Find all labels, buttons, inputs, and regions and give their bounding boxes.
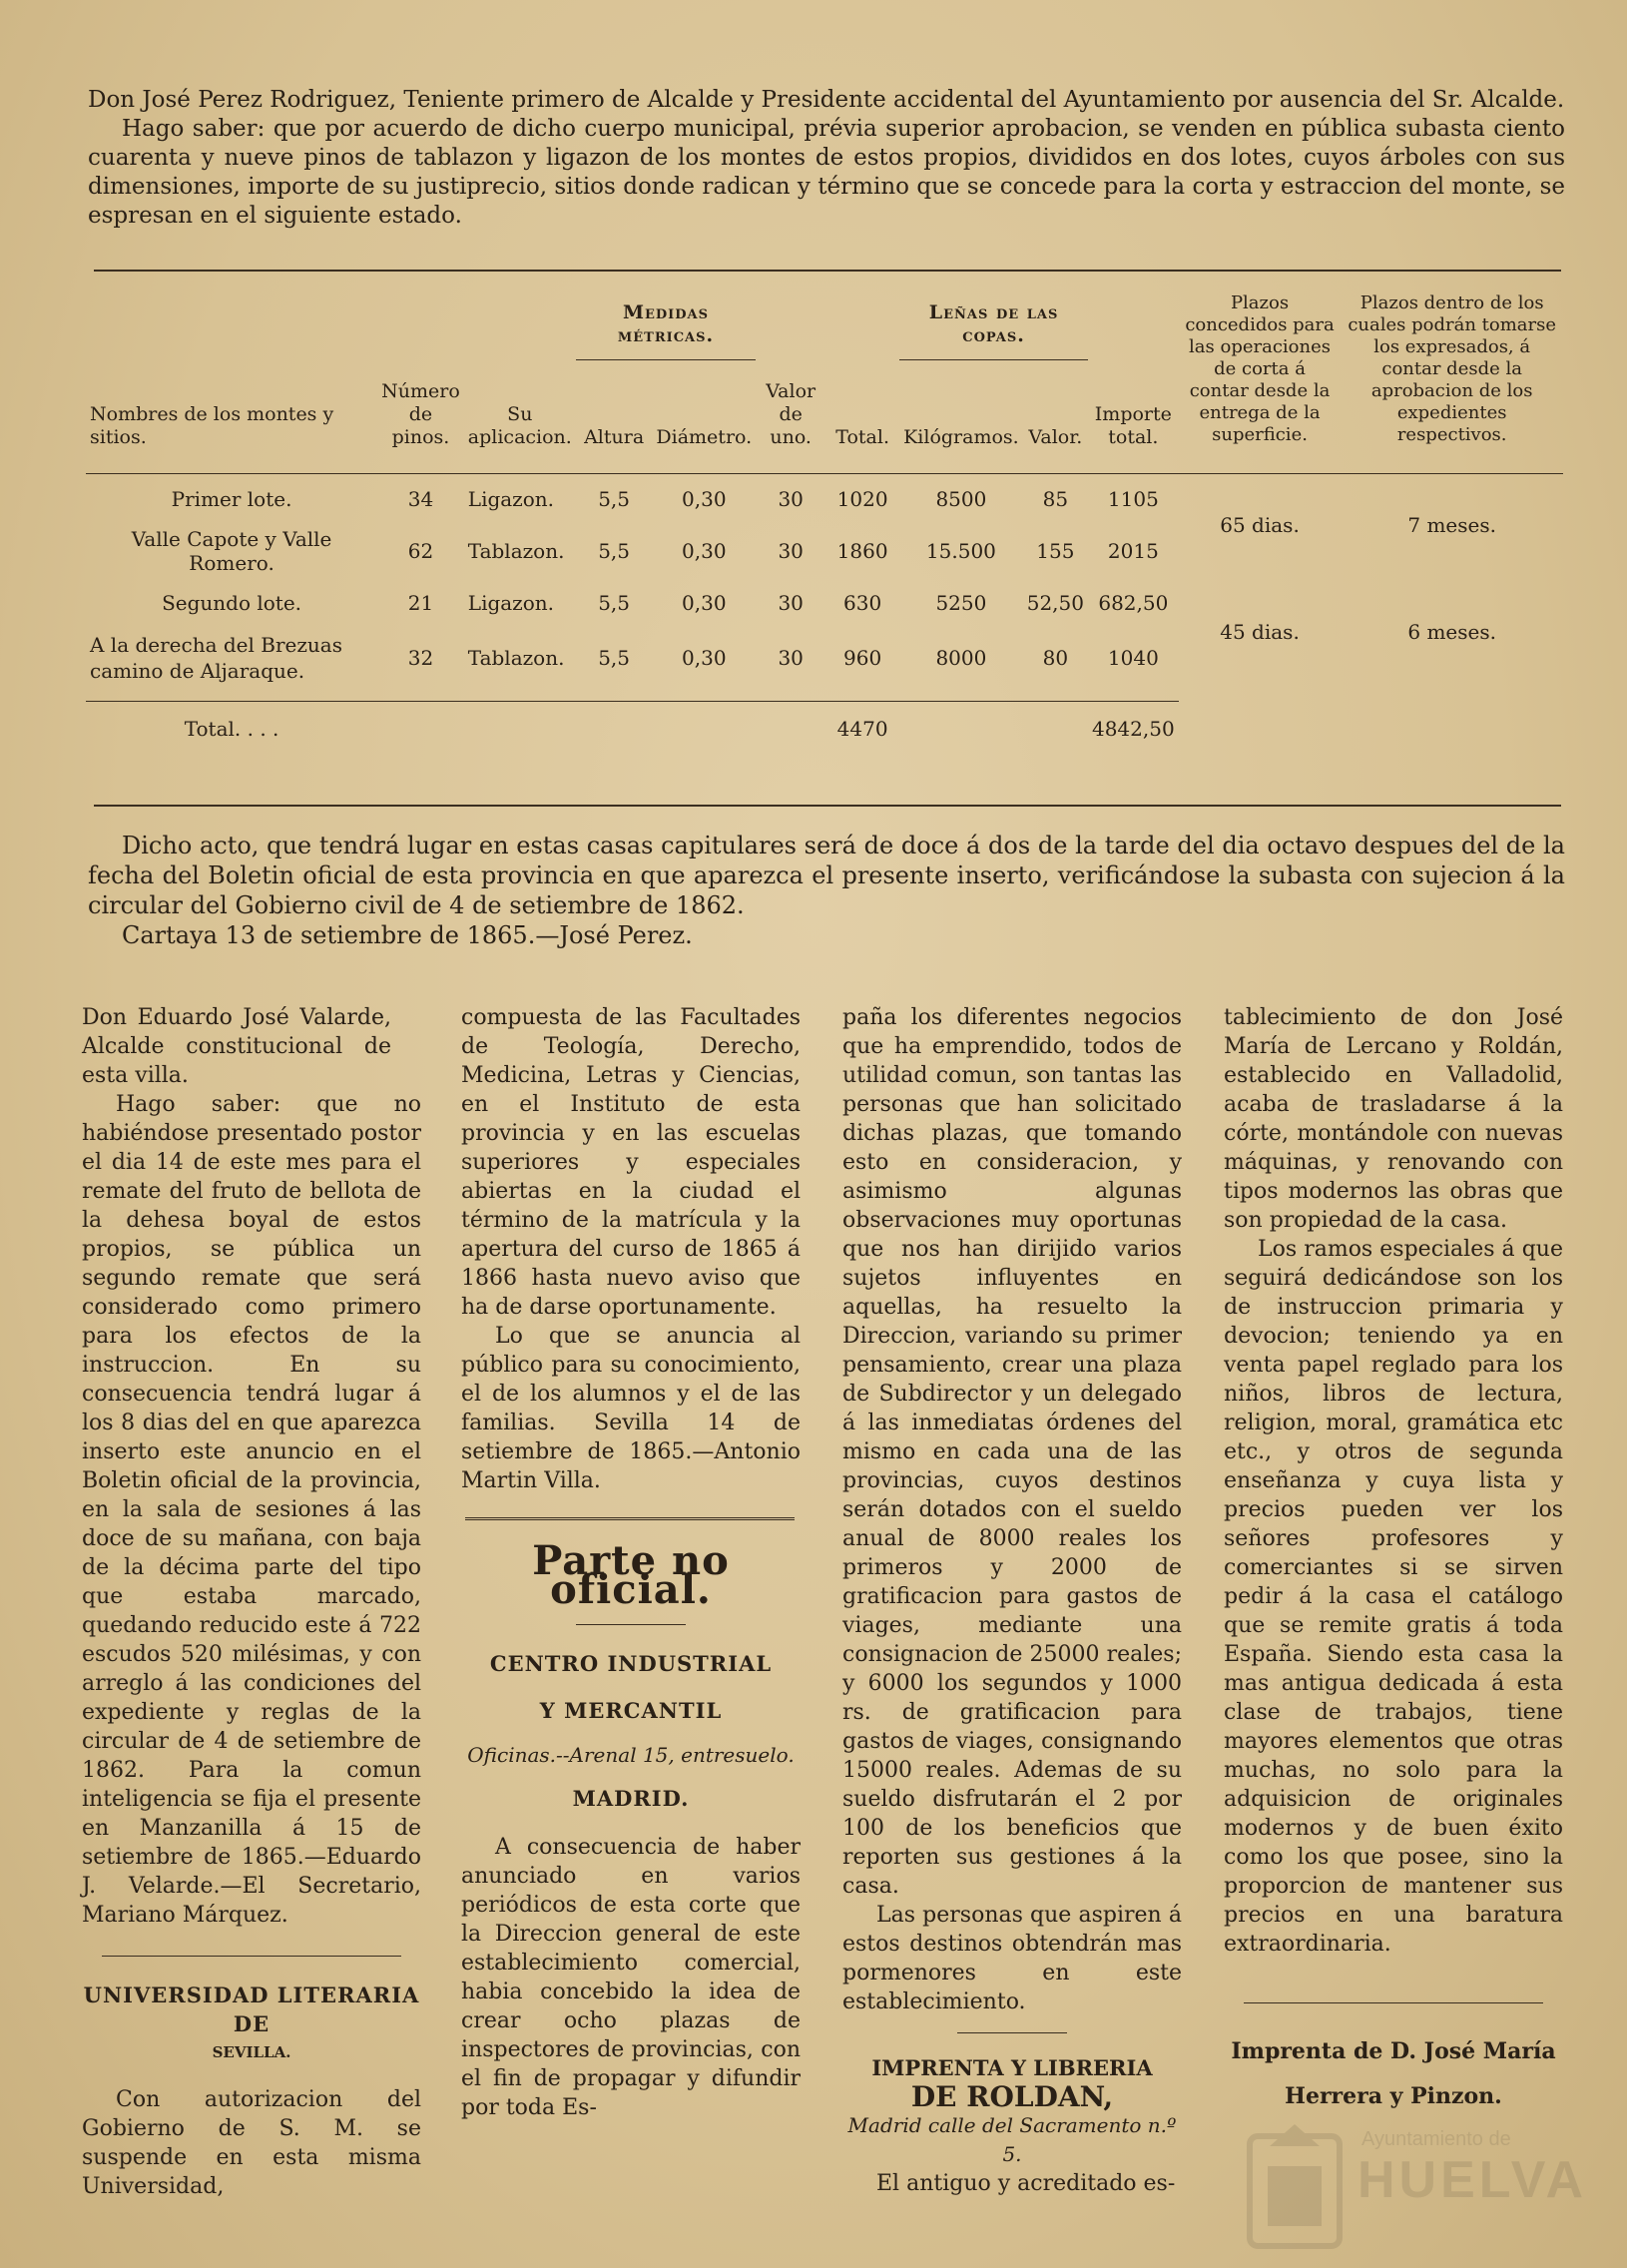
centro-subtitle: Y MERCANTIL xyxy=(539,1698,723,1723)
row-total: 1860 xyxy=(836,539,888,563)
col2-divider xyxy=(465,1517,795,1520)
column-1 xyxy=(82,1003,421,2201)
header-total: Total. xyxy=(835,426,889,448)
imprenta-title: IMPRENTA Y LIBRERIA xyxy=(871,2055,1153,2080)
table-total-row xyxy=(86,701,1563,757)
row-name: Primer lote. xyxy=(171,487,292,512)
row-total: 1020 xyxy=(836,487,888,512)
header-plazos-dentro: Plazos dentro de los cuales podrán tomarse los expresados, á contar desde la aprobacion de los expedientes respectivos. xyxy=(1348,292,1557,445)
col4-divider xyxy=(1244,2002,1543,2003)
col3-imprenta-notice: El antiguo y acreditado es- xyxy=(876,2171,1176,2196)
column-2 xyxy=(461,1003,801,2122)
row-importe: 2015 xyxy=(1107,539,1159,563)
row-valor: 85 xyxy=(1042,487,1069,512)
col4-continuation: tablecimiento de don José María de Lercano y Roldán, establecido en Valladolid, acaba de trasladarse á la córte, montándole con nuevas máquinas, y renovando con tipos modernos las obras que son propiedad de la casa. xyxy=(1224,1005,1563,1233)
col1-notice: Hago saber: que no habiéndose presentado postor el dia 14 de este mes para el remate del fruto de bellota de la dehesa boyal de estos propios, se pública un segundo remate que será considerado como primero para los efectos de la instruccion. En su consecuencia tendrá lugar á los 8 dias del en que aparezca inserto este anuncio en el Boletin oficial de la provincia, en la sala de sesiones á las doce de su mañana, con baja de la décima parte del tipo que estaba marcado, quedando reducido este á 722 escudos 520 milésimas, y con arreglo á las condiciones del expediente y reglas de la circular de 4 de setiembre de 1862. Para la comun inteligencia se fija el presente en Manzanilla á 15 de setiembre de 1865.—Eduardo J. Velarde.—El Secretario, Mariano Márquez. xyxy=(82,1092,421,1928)
table-bottom-rule xyxy=(94,805,1561,807)
archive-watermark xyxy=(1240,2106,1588,2256)
row-aplicacion: Ligazon. xyxy=(467,487,555,512)
row-altura: 5,5 xyxy=(598,487,631,512)
col1-univ-notice: Con autorizacion del Gobierno de S. M. se suspende en esta misma Universidad, xyxy=(82,2087,421,2199)
row-aplicacion: Ligazon. xyxy=(467,591,555,615)
row-importe: 1040 xyxy=(1107,646,1159,670)
row-pinos: 34 xyxy=(407,487,434,512)
lote1-plazo: 7 meses. xyxy=(1407,513,1496,538)
row-valor: 155 xyxy=(1036,539,1075,563)
row-kg: 5250 xyxy=(935,591,987,615)
row-altura: 5,5 xyxy=(598,591,631,615)
header-valor-uno: Valor de uno. xyxy=(766,380,816,448)
closing-block xyxy=(88,831,1565,950)
header-valor: Valor. xyxy=(1028,426,1083,448)
row-valor-uno: 30 xyxy=(778,646,804,670)
header-lenas: Leñas de las copas. xyxy=(899,289,1088,359)
coat-of-arms-icon xyxy=(1240,2106,1350,2256)
col2-announcement: Lo que se anuncia al público para su conocimiento, el de los alumnos y el de las familias. Sevilla 14 de setiembre de 1865.—Antonio Martin Villa. xyxy=(461,1324,801,1493)
row-importe: 682,50 xyxy=(1098,591,1169,615)
header-importe: Importe total. xyxy=(1094,403,1172,448)
total-sum: 4470 xyxy=(836,717,888,742)
row-aplicacion: Tablazon. xyxy=(467,646,565,670)
imprenta-address: Madrid calle del Sacramento n.º 5. xyxy=(847,2113,1177,2166)
col1-heading: Don Eduardo José Valarde, Alcalde constitucional de esta villa. xyxy=(82,1005,391,1088)
univ-title: UNIVERSIDAD LITERARIA DE xyxy=(83,1983,420,2036)
row-name: A la derecha del Brezuas camino de Aljaraque. xyxy=(90,633,342,683)
univ-subtitle: SEVILLA. xyxy=(212,2043,291,2061)
imprenta-name: DE ROLDAN, xyxy=(910,2080,1114,2113)
total-importe: 4842,50 xyxy=(1091,717,1175,742)
row-diametro: 0,30 xyxy=(682,539,727,563)
row-total: 960 xyxy=(843,646,882,670)
row-valor: 52,50 xyxy=(1026,591,1084,615)
row-name: Segundo lote. xyxy=(162,591,302,615)
printer-line2: Herrera y Pinzon. xyxy=(1285,2083,1502,2109)
row-altura: 5,5 xyxy=(598,539,631,563)
header-plazos-corta: Plazos concedidos para las operaciones de corta á contar desde la entrega de la superficie. xyxy=(1185,292,1335,445)
column-3 xyxy=(842,1003,1182,2198)
watermark-line2: HUELVA xyxy=(1357,2151,1588,2209)
header-aplicacion: Su aplicacion. xyxy=(467,403,572,448)
row-pinos: 21 xyxy=(407,591,434,615)
table-top-rule xyxy=(94,270,1561,272)
watermark-line1: Ayuntamiento de xyxy=(1361,2128,1511,2150)
row-kg: 8500 xyxy=(935,487,987,512)
table-row xyxy=(86,577,1563,629)
col3-persons: Las personas que aspiren á estos destinos obtendrán mas pormenores en este establecimiento. xyxy=(842,1903,1182,2014)
section-short-rule xyxy=(576,1624,686,1625)
row-valor-uno: 30 xyxy=(778,591,804,615)
table-row xyxy=(86,473,1563,525)
col1-divider xyxy=(102,1956,401,1957)
closing-paragraph: Dicho acto, que tendrá lugar en estas casas capitulares será de doce á dos de la tarde del dia octavo despues del de la fecha del Boletin oficial de esta provincia en que aparezca el presente inserto, verificándose la subasta con sujecion á la circular del Gobierno civil de 4 de setiembre de 1862. xyxy=(88,832,1565,919)
row-kg: 8000 xyxy=(935,646,987,670)
centro-address: Oficinas.--Arenal 15, entresuelo. xyxy=(467,1743,795,1767)
header-altura: Altura xyxy=(584,426,645,448)
lote1-corta: 65 dias. xyxy=(1220,513,1300,538)
col3-continuation: paña los diferentes negocios que ha emprendido, todos de utilidad comun, son tantas las personas que han solicitado dichas plazas, que tomando esto en consideracion, y asimismo algunas observaciones muy oportunas que nos han dirijido varios sujetos influyentes en aquellas, ha resuelto la Direccion, variando su primer pensamiento, crear una plaza de Subdirector y un delegado á las inmediatas órdenes del mismo en cada una de las provincias, cuyos destinos serán dotados con el sueldo anual de 8000 reales los primeros y 2000 de gratificacion para gastos de viages, mediante una consignacion de 25000 reales; y 6000 los segundos y 1000 rs. de gratificacion para gastos de viages, consignando 15000 reales. Ademas de su sueldo disfrutarán el 2 por 100 de los beneficios que reporten sus gestiones á la casa. xyxy=(842,1005,1182,1899)
printer-line1: Imprenta de D. José María xyxy=(1231,2038,1556,2064)
row-kg: 15.500 xyxy=(925,539,996,563)
row-valor: 80 xyxy=(1042,646,1069,670)
total-label: Total. . . . xyxy=(184,717,279,742)
intro-heading: Don José Perez Rodriguez, Teniente primero de Alcalde y Presidente accidental del Ayuntamiento por ausencia del Sr. Alcalde. xyxy=(88,87,1565,113)
header-nombres: Nombres de los montes y sitios. xyxy=(90,403,334,448)
row-aplicacion: Tablazon. xyxy=(467,539,565,563)
row-importe: 1105 xyxy=(1107,487,1159,512)
section-title: Parte no oficial. xyxy=(532,1537,730,1613)
timber-lots-table xyxy=(86,289,1563,757)
centro-city: MADRID. xyxy=(572,1786,690,1811)
row-valor-uno: 30 xyxy=(778,539,804,563)
row-diametro: 0,30 xyxy=(682,487,727,512)
row-total: 630 xyxy=(843,591,882,615)
col2-continuation: compuesta de las Facultades de Teología, Derecho, Medicina, Letras y Ciencias, en el Instituto de esta provincia y en las escuelas superiores y especiales abiertas en la ciudad el término de la matrícula y la apertura del curso de 1865 á 1866 hasta nuevo aviso que ha de darse oportunamente. xyxy=(461,1005,801,1320)
header-diametro: Diámetro. xyxy=(656,426,753,448)
row-diametro: 0,30 xyxy=(682,591,727,615)
col4-ramos: Los ramos especiales á que seguirá dedicándose son los de instruccion primaria y devocion; teniendo ya en venta papel reglado para los niños, libros de lectura, religion, moral, gramática etc etc., y otros de segunda enseñanza y cuya lista y precios pueden ver los señores profesores y comerciantes si se sirven pedir á la casa el catálogo que se remite gratis á toda España. Siendo esta casa la mas antigua dedicada á esta clase de trabajos, tiene mayores elementos que otras muchas, no solo para la adquisicion de originales modernos y de buen éxito como los que posee, sino la proporcion de mantener sus precios en una baratura extraordinaria. xyxy=(1224,1237,1563,1957)
lote2-corta: 45 dias. xyxy=(1220,620,1300,644)
centro-title: CENTRO INDUSTRIAL xyxy=(489,1651,773,1676)
row-pinos: 62 xyxy=(407,539,434,563)
row-altura: 5,5 xyxy=(598,646,631,670)
header-numero: Número de pinos. xyxy=(381,380,460,448)
header-medidas: Medidas métricas. xyxy=(576,289,756,359)
row-name: Valle Capote y Valle Romero. xyxy=(131,527,332,575)
row-diametro: 0,30 xyxy=(682,646,727,670)
col3-divider xyxy=(957,2032,1067,2033)
intro-block xyxy=(88,86,1565,231)
header-kilogramos: Kilógramos. xyxy=(903,426,1019,448)
intro-paragraph: Hago saber: que por acuerdo de dicho cuerpo municipal, prévia superior aprobacion, se venden en pública subasta ciento cuarenta y nueve pinos de tablazon y ligazon de los montes de estos propios, divididos en dos lotes, cuyos árboles con sus dimensiones, importe de su justiprecio, sitios donde radican y término que se concede para la corta y estraccion del monte, se espresan en el siguiente estado. xyxy=(88,116,1565,229)
lote2-plazo: 6 meses. xyxy=(1407,620,1496,644)
closing-signature: Cartaya 13 de setiembre de 1865.—José Perez. xyxy=(122,921,693,949)
row-valor-uno: 30 xyxy=(778,487,804,512)
column-4 xyxy=(1224,1003,1563,2111)
col2-centro-notice: A consecuencia de haber anunciado en varios periódicos de esta corte que la Direccion general de este establecimiento comercial, habia concebido la idea de crear ocho plazas de inspectores de provincias, con el fin de propagar y difundir por toda Es- xyxy=(461,1835,801,2120)
row-pinos: 32 xyxy=(407,646,434,670)
